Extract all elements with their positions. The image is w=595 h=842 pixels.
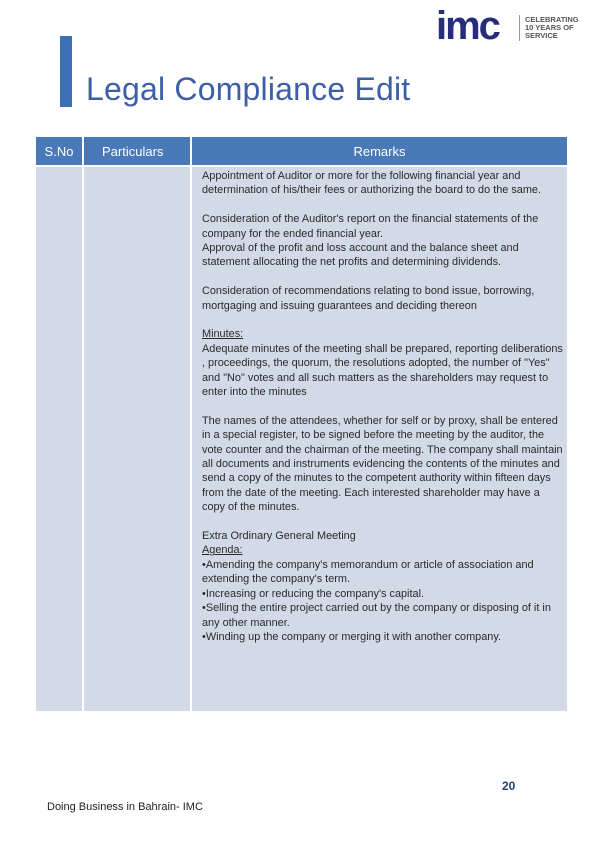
logo-tagline-line: CELEBRATING	[525, 15, 579, 24]
header-sno: S.No	[36, 137, 82, 165]
remark-bond-issue: Consideration of recommendations relating to bond issue, borrowing, mortgaging and issuing guarantees and deciding thereon	[202, 285, 535, 312]
logo-tagline-line: 10 YEARS OF	[525, 23, 574, 32]
remarks-cell	[192, 167, 567, 711]
table-header-row	[36, 137, 567, 165]
remark-line: Consideration of the Auditor's report on the financial statements of the company for the ended financial year.	[202, 213, 539, 240]
agenda-item: •Selling the entire project carried out by the company or disposing of it in any other manner.	[202, 602, 551, 629]
sno-cell	[36, 167, 82, 711]
logo-divider	[519, 15, 520, 41]
footer-text: Doing Business in Bahrain- IMC	[47, 801, 203, 813]
remark-attendees: The names of the attendees, whether for self or by proxy, shall be entered in a special register, to be signed before the meeting by the auditor, the vote counter and the chairman of the meeting. The company shall maintain all documents and instruments evidencing the contents of the minutes and send a copy of the minutes to the competent authority within fifteen days from the date of the meeting. Each interested shareholder may have a copy of the minutes.	[202, 414, 563, 514]
minutes-heading: Minutes:	[202, 328, 244, 341]
header-particulars: Particulars	[84, 137, 190, 165]
table-row	[36, 167, 567, 711]
page-number: 20	[502, 779, 516, 793]
particulars-cell	[84, 167, 190, 711]
logo-tagline-line: SERVICE	[525, 31, 558, 40]
minutes-body: Adequate minutes of the meeting shall be prepared, reporting deliberations , proceedings, the quorum, the resolutions adopted, the number of "Yes" and "No" votes and all such matters as the shareholders may request to enter into the minutes	[202, 342, 563, 399]
remark-line: Approval of the profit and loss account and the balance sheet and statement allocating the net profits and determining dividends.	[202, 242, 519, 269]
page-title: Legal Compliance Edit	[86, 71, 411, 107]
logo-tagline	[525, 16, 579, 40]
agenda-item: •Winding up the company or merging it with another company.	[202, 630, 502, 643]
egm-title: Extra Ordinary General Meeting	[202, 530, 356, 543]
title-accent-bar	[60, 36, 72, 107]
compliance-table	[34, 135, 569, 713]
agenda-item: •Increasing or reducing the company's capital.	[202, 587, 425, 600]
agenda-heading: Agenda:	[202, 544, 243, 557]
agenda-item: •Amending the company's memorandum or article of association and extending the company's term.	[202, 558, 534, 586]
logo-mark: imc	[436, 4, 499, 48]
remark-auditor-appointment: Appointment of Auditor or more for the following financial year and determination of his/their fees or authorizing the board to do the same.	[202, 170, 542, 197]
header-remarks: Remarks	[192, 137, 567, 165]
imc-logo	[436, 6, 586, 46]
remark-egm	[202, 529, 563, 644]
remark-minutes	[202, 327, 563, 399]
remark-auditor-report	[202, 212, 563, 270]
